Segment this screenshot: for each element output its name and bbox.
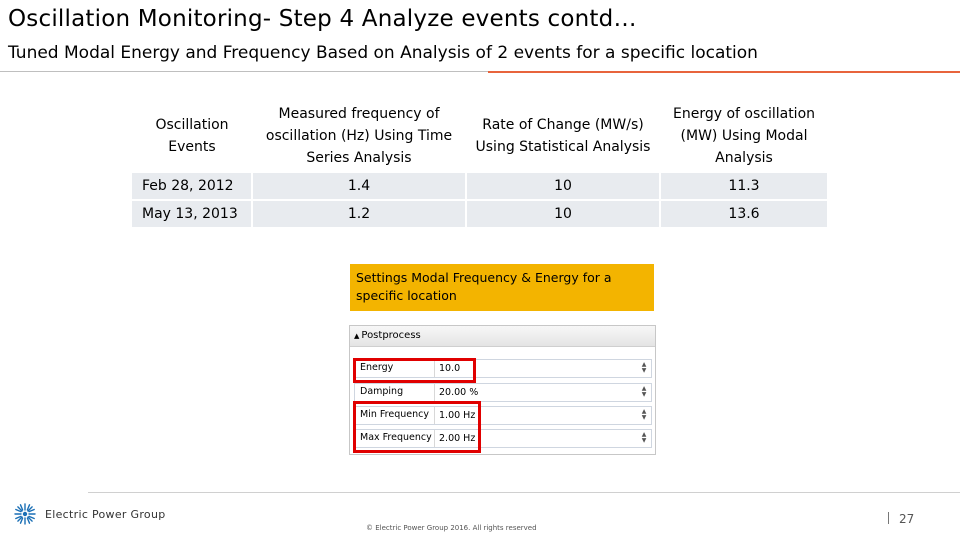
cell-energy: 11.3 [660, 172, 828, 200]
min-frequency-spinner-icon[interactable]: ▲ ▼ [641, 408, 647, 421]
slide-title: Oscillation Monitoring- Step 4 Analyze events contd… [8, 6, 637, 32]
slide-subtitle: Tuned Modal Energy and Frequency Based on Analysis of 2 events for a specific location [8, 43, 758, 63]
header-oscillation-events: Oscillation Events [132, 101, 252, 172]
max-frequency-label: Max Frequency [360, 432, 432, 443]
table-row [132, 172, 828, 200]
max-frequency-input[interactable]: 2.00 Hz [434, 430, 636, 447]
cell-rate-of-change: 10 [466, 200, 660, 228]
header-measured-frequency: Measured frequency of oscillation (Hz) Using Time Series Analysis [252, 101, 466, 172]
damping-spinner-icon[interactable]: ▲ ▼ [641, 385, 647, 398]
page-number [888, 512, 914, 526]
settings-note: Settings Modal Frequency & Energy for a specific location [350, 264, 654, 311]
footer-divider [88, 492, 960, 493]
energy-highlight-box [353, 358, 476, 383]
title-divider-orange [488, 71, 960, 73]
min-frequency-label: Min Frequency [360, 409, 429, 420]
logo-text: Electric Power Group [45, 507, 166, 521]
collapse-caret-icon[interactable]: ▲ [354, 332, 360, 340]
title-divider-gray [0, 71, 488, 72]
max-frequency-spinner-icon[interactable]: ▲ ▼ [641, 431, 647, 444]
postprocess-header[interactable] [350, 326, 655, 347]
company-logo [14, 503, 166, 525]
table-row [132, 200, 828, 228]
cell-event-date: May 13, 2013 [132, 200, 252, 228]
frequency-highlight-box [353, 401, 481, 453]
damping-label: Damping [360, 386, 404, 397]
header-rate-of-change: Rate of Change (MW/s) Using Statistical Analysis [466, 101, 660, 172]
cell-rate-of-change: 10 [466, 172, 660, 200]
damping-row [354, 383, 652, 402]
starburst-logo-icon [14, 503, 36, 525]
energy-spinner-icon[interactable]: ▲ ▼ [641, 361, 647, 374]
cell-event-date: Feb 28, 2012 [132, 172, 252, 200]
damping-input[interactable]: 20.00 % [434, 384, 636, 401]
page-number-separator [888, 512, 889, 524]
copyright-text: © Electric Power Group 2016. All rights reserved [366, 524, 537, 532]
cell-energy: 13.6 [660, 200, 828, 228]
header-energy: Energy of oscillation (MW) Using Modal Analysis [660, 101, 828, 172]
energy-input[interactable]: 10.0 [434, 360, 636, 377]
min-frequency-input[interactable]: 1.00 Hz [434, 407, 636, 424]
energy-label: Energy [360, 362, 394, 373]
table-header-row [132, 101, 828, 172]
cell-frequency: 1.4 [252, 172, 466, 200]
postprocess-header-label: Postprocess [361, 330, 421, 341]
events-table [132, 101, 829, 229]
cell-frequency: 1.2 [252, 200, 466, 228]
page-number-value: 27 [899, 512, 915, 526]
